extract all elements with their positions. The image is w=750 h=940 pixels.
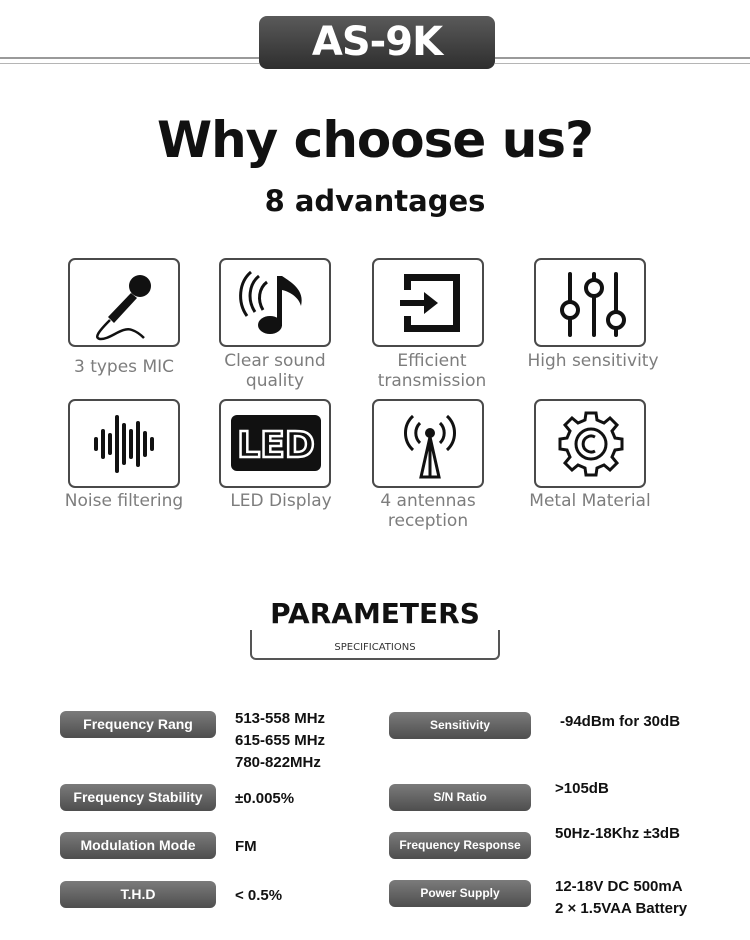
param-value-frequency-stability: ±0.005% <box>235 790 295 807</box>
param-label-frequency-range: Frequency Rang <box>60 711 216 738</box>
microphone-icon <box>70 260 178 345</box>
sound-wave-icon <box>70 401 178 486</box>
header-rule-right-bottom <box>495 63 750 64</box>
feature-label: 4 antennas reception <box>380 491 476 531</box>
led-display-icon <box>221 401 329 486</box>
param-value-sensitivity: -94dBm for 30dB <box>560 713 681 730</box>
feature-label: 3 types MIC <box>73 357 174 377</box>
transmission-icon <box>374 260 482 345</box>
param-label-frequency-response: Frequency Response <box>389 832 531 859</box>
header-rule-right-top <box>495 57 750 59</box>
parameters-subtitle: SPECIFICATIONS <box>334 642 416 653</box>
param-label-thd: T.H.D <box>60 881 216 908</box>
param-value-frequency-range: 513-558 MHz 615-655 MHz 780-822MHz <box>235 710 326 771</box>
param-label-frequency-stability: Frequency Stability <box>60 784 216 811</box>
feature-label: Efficient transmission <box>377 351 487 391</box>
feature-label: Noise filtering <box>64 491 184 511</box>
equalizer-sliders-icon <box>536 260 644 345</box>
feature-box-sensitivity <box>534 258 646 347</box>
header-rule-left-bottom <box>0 63 259 64</box>
antenna-icon <box>374 401 482 486</box>
param-label-sensitivity: Sensitivity <box>389 712 531 739</box>
feature-label: High sensitivity <box>527 351 659 371</box>
music-note-icon <box>221 260 329 345</box>
feature-box-antenna <box>372 399 484 488</box>
param-value-modulation-mode: FM <box>235 838 257 855</box>
feature-box-metal <box>534 399 646 488</box>
header-rule-left-top <box>0 57 259 59</box>
page-subtitle: 8 advantages <box>264 184 486 218</box>
param-value-thd: < 0.5% <box>235 887 283 904</box>
feature-box-transmission <box>372 258 484 347</box>
feature-box-mic <box>68 258 180 347</box>
param-label-sn-ratio: S/N Ratio <box>389 784 531 811</box>
param-value-sn-ratio: >105dB <box>555 780 609 797</box>
gear-icon <box>536 401 644 486</box>
param-value-frequency-response: 50Hz-18Khz ±3dB <box>555 825 680 842</box>
feature-label: LED Display <box>230 491 332 511</box>
feature-label: Metal Material <box>529 491 651 511</box>
brand-badge: AS-9K <box>259 16 495 69</box>
page-title: Why choose us? <box>156 111 594 169</box>
led-badge-text: LED <box>237 425 315 466</box>
param-label-power-supply: Power Supply <box>389 880 531 907</box>
param-value-power-supply: 12-18V DC 500mA 2 × 1.5VAA Battery <box>555 878 688 917</box>
feature-box-noise <box>68 399 180 488</box>
param-label-modulation-mode: Modulation Mode <box>60 832 216 859</box>
feature-box-sound <box>219 258 331 347</box>
feature-label: Clear sound quality <box>224 351 326 391</box>
parameters-title: PARAMETERS <box>270 597 480 630</box>
feature-box-led <box>219 399 331 488</box>
